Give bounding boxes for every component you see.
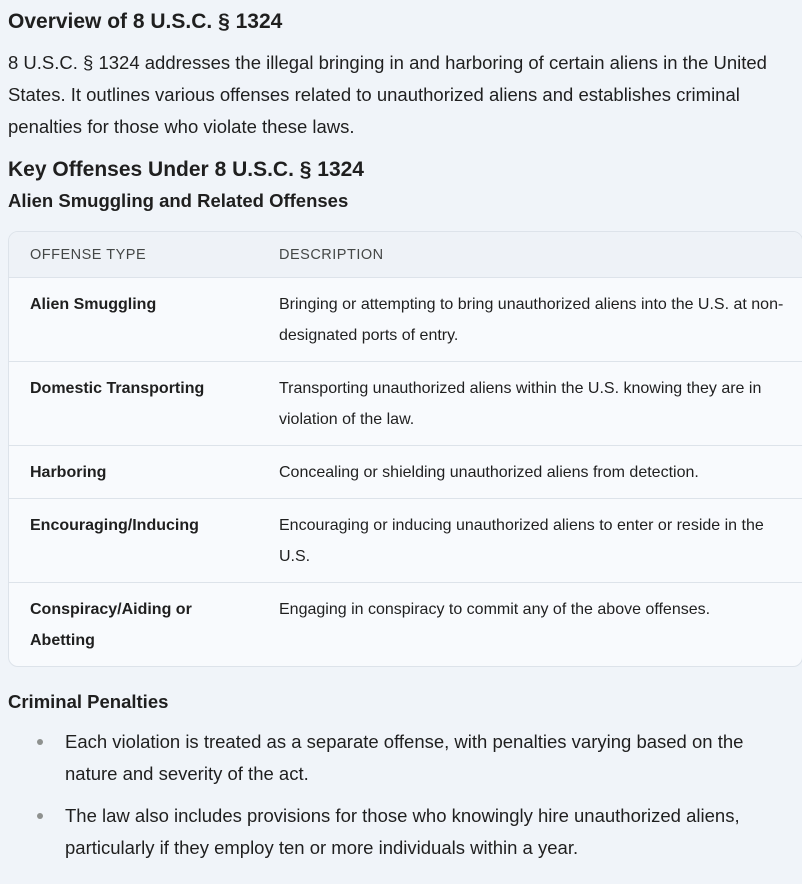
- offense-type-cell: Conspiracy/Aiding or Abetting: [30, 601, 192, 649]
- offenses-table-container: [8, 231, 802, 667]
- offense-description-cell: Concealing or shielding unauthorized aliens from detection.: [258, 446, 802, 499]
- table-row: [9, 446, 802, 499]
- table-row: [9, 278, 802, 362]
- offenses-table: [9, 232, 802, 666]
- offense-description-cell: Bringing or attempting to bring unauthorized aliens into the U.S. at non-designated ports of entry.: [258, 278, 802, 362]
- penalties-list: [8, 726, 794, 864]
- header-offense-type: OFFENSE TYPE: [9, 232, 258, 278]
- table-row: [9, 583, 802, 667]
- list-item: [8, 800, 794, 864]
- overview-paragraph: 8 U.S.C. § 1324 addresses the illegal bringing in and harboring of certain aliens in the United States. It outlines various offenses related to unauthorized aliens and establishes criminal penalties for those who violate these laws.: [8, 52, 767, 137]
- offense-type-cell: Alien Smuggling: [9, 278, 258, 362]
- list-item-text: The law also includes provisions for those who knowingly hire unauthorized aliens, particularly if they employ ten or more individuals within a year.: [65, 805, 740, 858]
- table-header-row: [9, 232, 802, 278]
- offense-description-cell: Encouraging or inducing unauthorized aliens to enter or reside in the U.S.: [258, 499, 802, 583]
- list-item-text: Each violation is treated as a separate offense, with penalties varying based on the nature and severity of the act.: [65, 731, 744, 784]
- overview-heading: Overview of 8 U.S.C. § 1324: [8, 10, 283, 33]
- bullet-icon: [37, 813, 43, 819]
- offense-type-cell: Encouraging/Inducing: [9, 499, 258, 583]
- list-item: [8, 726, 794, 790]
- key-offenses-heading: Key Offenses Under 8 U.S.C. § 1324: [8, 158, 364, 181]
- document-page: [0, 9, 802, 884]
- offense-description-cell: Transporting unauthorized aliens within the U.S. knowing they are in violation of the law.: [258, 362, 802, 446]
- criminal-penalties-heading: Criminal Penalties: [8, 691, 169, 712]
- offense-description-cell: Engaging in conspiracy to commit any of the above offenses.: [279, 601, 711, 618]
- header-description: DESCRIPTION: [258, 232, 802, 278]
- table-row: [9, 499, 802, 583]
- offense-type-cell: Harboring: [9, 446, 258, 499]
- alien-smuggling-subheading: Alien Smuggling and Related Offenses: [8, 190, 349, 211]
- table-row: [9, 362, 802, 446]
- bullet-icon: [37, 739, 43, 745]
- offense-type-cell: Domestic Transporting: [9, 362, 258, 446]
